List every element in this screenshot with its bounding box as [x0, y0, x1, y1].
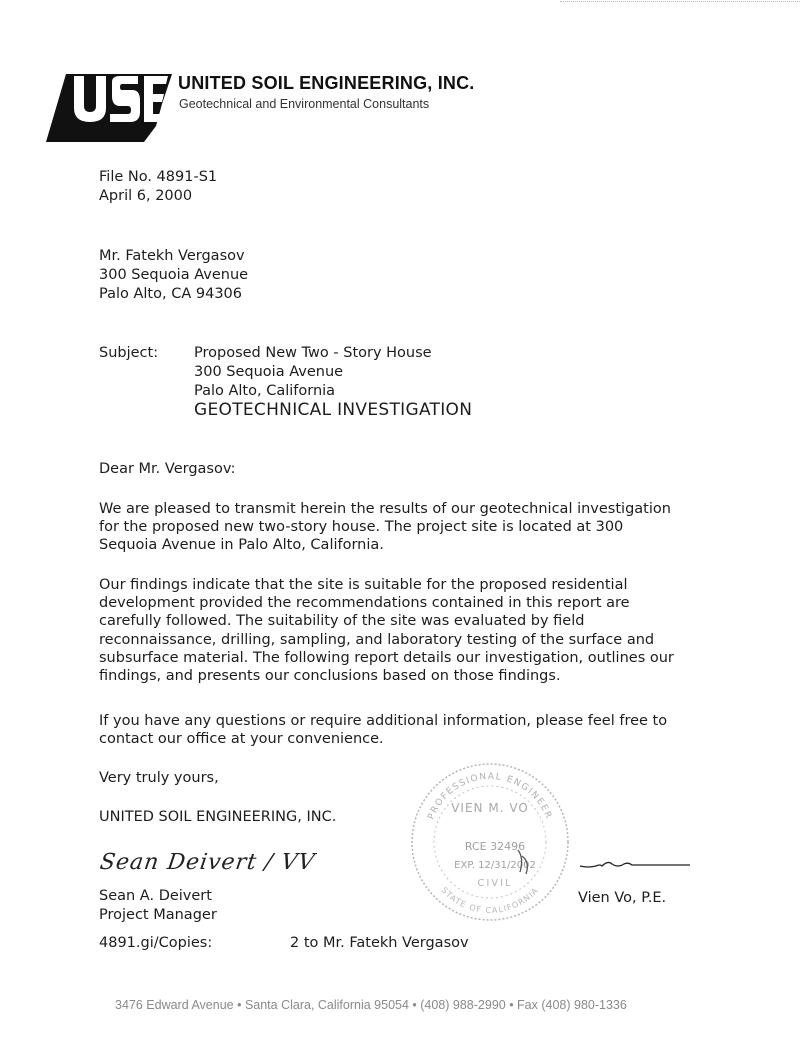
- paragraph-3: [99, 712, 724, 748]
- cosigner-name: Vien Vo, P.E.: [578, 890, 667, 906]
- subject-line-2: 300 Sequoia Avenue: [194, 364, 344, 380]
- salutation: Dear Mr. Vergasov:: [99, 461, 236, 477]
- paragraph-line: subsurface material. The following report details our investigation, outlines our: [99, 649, 674, 666]
- paragraph-1: [99, 500, 724, 555]
- paragraph-line: We are pleased to transmit herein the results of our geotechnical investigation: [99, 501, 671, 517]
- letter-date: April 6, 2000: [99, 188, 193, 204]
- subject-label: Subject:: [99, 345, 159, 361]
- paragraph-line: development provided the recommendations contained in this report are: [99, 595, 630, 612]
- signer-title: Project Manager: [99, 907, 217, 923]
- svg-text:STATE OF CALIFORNIA: STATE OF CALIFORNIA: [439, 885, 541, 916]
- signer-name: Sean A. Deivert: [99, 888, 212, 904]
- footer-address: 3476 Edward Avenue • Santa Clara, California 95054 • (408) 988-2990 • Fax (408) 980-1336: [115, 998, 627, 1012]
- company-name: UNITED SOIL ENGINEERING, INC.: [178, 73, 475, 93]
- subject-title: GEOTECHNICAL INVESTIGATION: [194, 400, 473, 420]
- paragraph-line: findings, and presents our conclusions based on those findings.: [99, 668, 561, 685]
- seal-exp: EXP. 12/31/2002: [454, 860, 536, 871]
- recipient-street: 300 Sequoia Avenue: [99, 267, 249, 283]
- closing-company: UNITED SOIL ENGINEERING, INC.: [99, 809, 337, 825]
- cosigner-signature-stroke: [578, 854, 693, 874]
- copies-reference: 4891.gi/Copies:: [99, 935, 213, 951]
- svg-text:PROFESSIONAL ENGINEER: PROFESSIONAL ENGINEER: [426, 771, 554, 822]
- engineer-seal-stamp: [400, 754, 580, 924]
- paragraph-2: [99, 576, 724, 685]
- recipient-city: Palo Alto, CA 94306: [99, 286, 242, 302]
- subject-line-1: Proposed New Two - Story House: [194, 345, 432, 361]
- paragraph-line: carefully followed. The suitability of the site was evaluated by field: [99, 613, 585, 630]
- handwritten-signature: Sean Deivert / VV: [98, 850, 317, 875]
- paragraph-line: Sequoia Avenue in Palo Alto, California.: [99, 537, 384, 554]
- company-tagline: Geotechnical and Environmental Consultants: [179, 97, 430, 111]
- paragraph-line: for the proposed new two-story house. The project site is located at 300: [99, 519, 624, 536]
- seal-discipline: CIVIL: [477, 878, 513, 889]
- paragraph-line: contact our office at your convenience.: [99, 731, 384, 748]
- paragraph-line: If you have any questions or require additional information, please feel free to: [99, 713, 668, 729]
- seal-number: RCE 32496: [464, 840, 526, 853]
- recipient-name: Mr. Fatekh Vergasov: [99, 248, 245, 264]
- seal-name: VIEN M. VO: [451, 801, 529, 815]
- file-number: File No. 4891-S1: [99, 169, 218, 185]
- copies-recipient: 2 to Mr. Fatekh Vergasov: [290, 935, 469, 951]
- closing: Very truly yours,: [99, 770, 219, 786]
- paragraph-line: Our findings indicate that the site is suitable for the proposed residential: [99, 577, 628, 593]
- company-logo: [44, 64, 174, 144]
- paragraph-line: reconnaissance, drilling, sampling, and laboratory testing of the surface and: [99, 631, 655, 648]
- scan-edge-line: [560, 1, 800, 4]
- subject-line-3: Palo Alto, California: [194, 383, 336, 399]
